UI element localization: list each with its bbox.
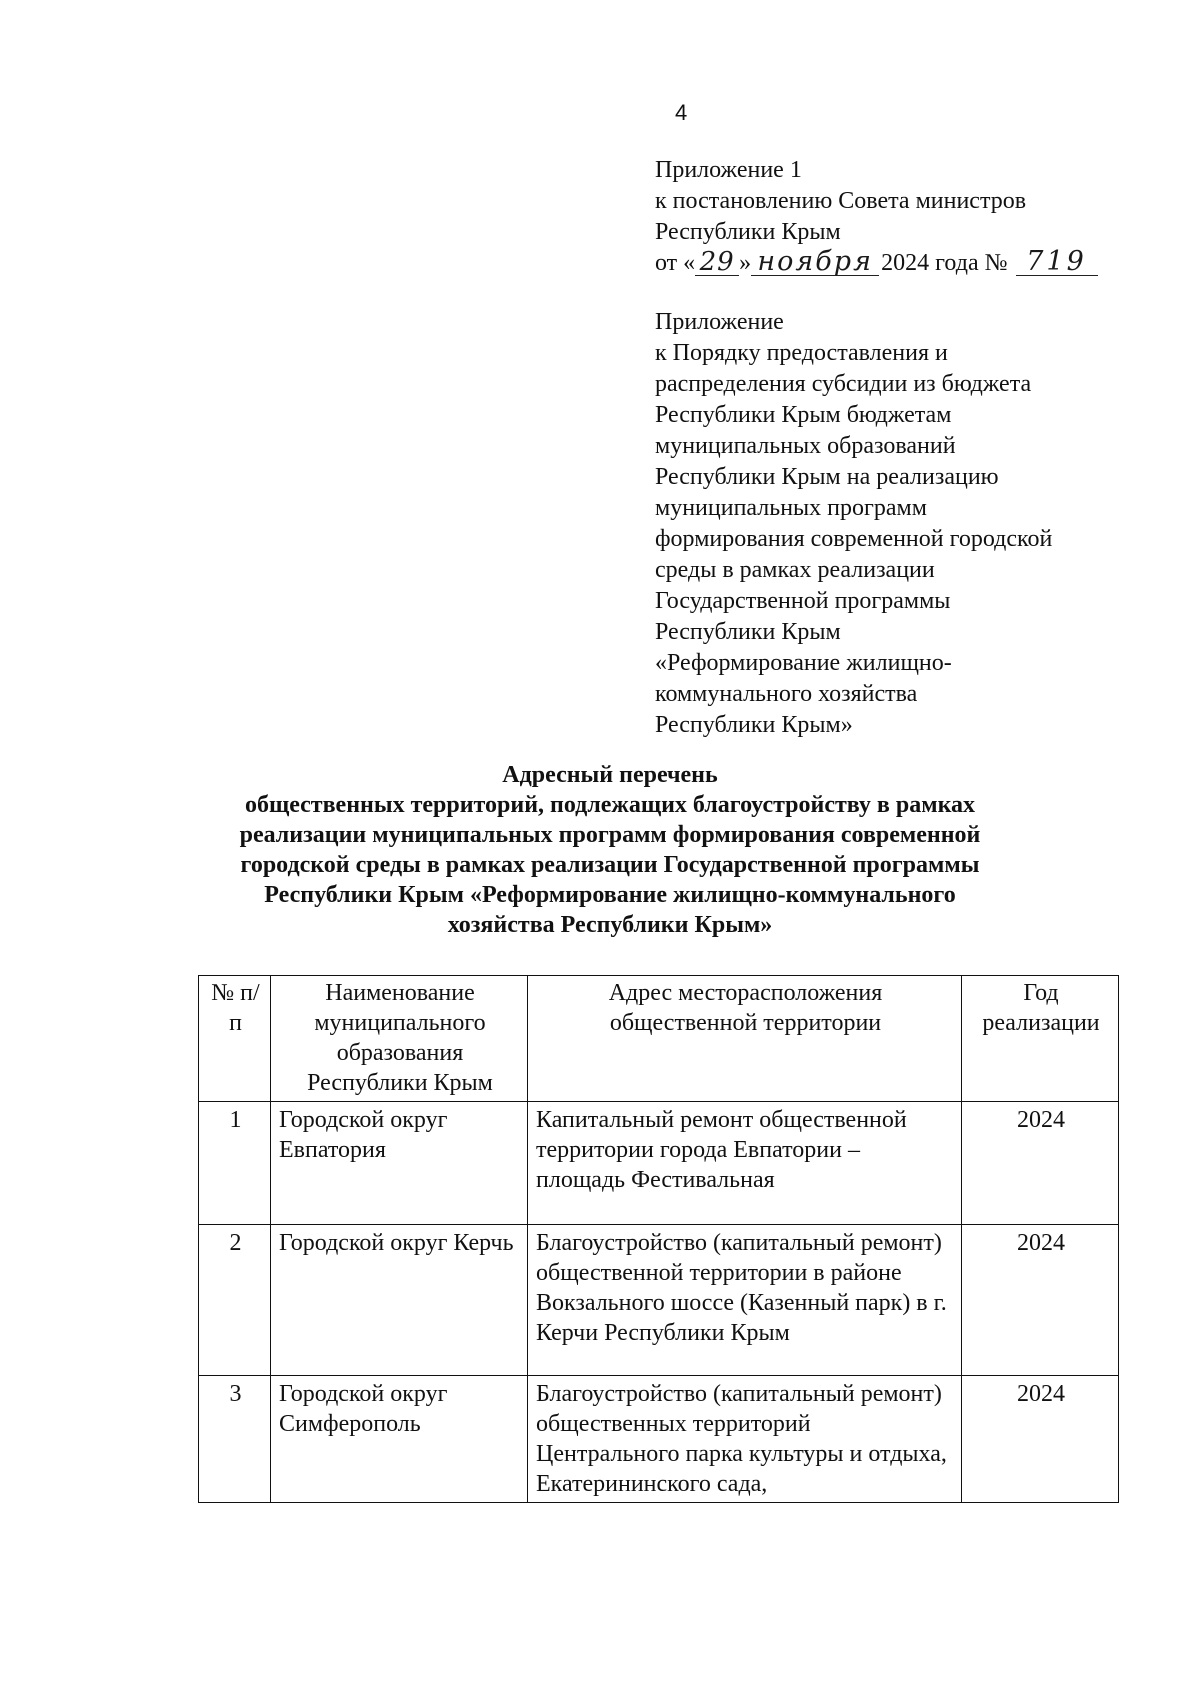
page-number: 4	[675, 100, 688, 125]
row-year: 2024	[962, 1102, 1119, 1225]
appendix-2-line: формирования современной городской	[655, 526, 1053, 552]
header-number: № п/п	[199, 976, 271, 1102]
title-line: хозяйства Республики Крым»	[447, 912, 773, 938]
handwritten-month: ноября	[751, 249, 879, 276]
title-line: городской среды в рамках реализации Государственной программы	[240, 852, 980, 878]
title-line: Адресный перечень	[502, 762, 718, 788]
territories-table	[198, 975, 1119, 1503]
order-prefix: от «	[655, 250, 696, 276]
header-year: Год реализации	[962, 976, 1119, 1102]
appendix-2-line: Республики Крым на реализацию	[655, 464, 999, 490]
row-address: Капитальный ремонт общественной территории города Евпатории – площадь Фестивальная	[528, 1102, 962, 1225]
row-year: 2024	[962, 1225, 1119, 1376]
appendix-2-line: Государственной программы	[655, 588, 951, 614]
appendix-2-line: коммунального хозяйства	[655, 681, 918, 707]
handwritten-day: 29	[695, 249, 739, 276]
appendix-2-line: муниципальных программ	[655, 495, 927, 521]
appendix-2-line: муниципальных образований	[655, 433, 956, 459]
appendix-1-line: Приложение 1	[655, 157, 802, 183]
appendix-1-block	[655, 155, 1125, 279]
appendix-2-line: Приложение	[655, 309, 784, 335]
order-year-text: 2024 года №	[881, 250, 1008, 276]
header-municipality: Наименование муниципального образования Республики Крым	[271, 976, 528, 1102]
appendix-1-line: Республики Крым	[655, 219, 841, 245]
row-municipality: Городской округ Евпатория	[271, 1102, 528, 1225]
appendix-2-line: распределения субсидии из бюджета	[655, 371, 1032, 397]
appendix-2-line: к Порядку предоставления и	[655, 340, 948, 366]
order-date-line	[655, 248, 1125, 279]
handwritten-order-number: 719	[1016, 249, 1098, 276]
appendix-2-line: Республики Крым»	[655, 712, 853, 738]
row-number: 3	[199, 1376, 271, 1503]
document-title	[195, 760, 1025, 940]
appendix-2-line: Республики Крым	[655, 619, 841, 645]
row-municipality: Городской округ Керчь	[271, 1225, 528, 1376]
order-mid: »	[739, 250, 752, 276]
row-address: Благоустройство (капитальный ремонт) общественной территории в районе Вокзального шоссе (Казенный парк) в г. Керчи Республики Крым	[528, 1225, 962, 1376]
header-address: Адрес месторасположения общественной территории	[528, 976, 962, 1102]
row-number: 1	[199, 1102, 271, 1225]
appendix-2-block	[655, 307, 1125, 741]
appendix-1-line: к постановлению Совета министров	[655, 188, 1027, 214]
row-address: Благоустройство (капитальный ремонт) общественных территорий Центрального парка культуры и отдыха, Екатерининского сада,	[528, 1376, 962, 1503]
table-row	[199, 1225, 1119, 1376]
appendix-2-line: «Реформирование жилищно-	[655, 650, 952, 676]
title-line: реализации муниципальных программ формирования современной	[239, 822, 981, 848]
title-line: общественных территорий, подлежащих благоустройству в рамках	[244, 792, 976, 818]
row-number: 2	[199, 1225, 271, 1376]
row-municipality: Городской округ Симферополь	[271, 1376, 528, 1503]
table-row	[199, 1376, 1119, 1503]
appendix-2-line: Республики Крым бюджетам	[655, 402, 952, 428]
appendix-2-line: среды в рамках реализации	[655, 557, 935, 583]
table-header-row	[199, 976, 1119, 1102]
table-row	[199, 1102, 1119, 1225]
row-year: 2024	[962, 1376, 1119, 1503]
title-line: Республики Крым «Реформирование жилищно-коммунального	[264, 882, 956, 908]
